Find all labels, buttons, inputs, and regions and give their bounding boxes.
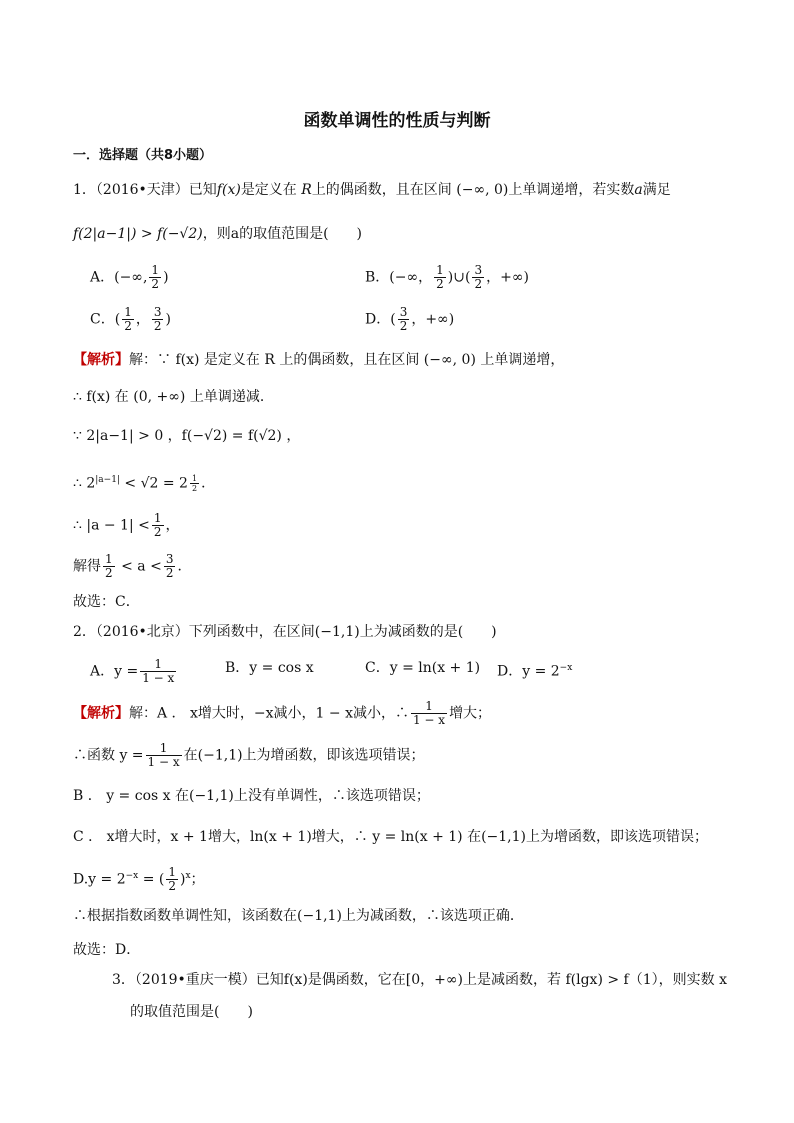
q3-stem-line2: 的取值范围是( ) bbox=[130, 1004, 253, 1020]
page-title: 函数单调性的性质与判断 bbox=[303, 111, 491, 131]
q2-solution-line1: 【解析】解：A ． x增大时，−x减小，1 − x减小，∴ $\frac{1}{1 - x}$ 增大； bbox=[73, 699, 492, 727]
q1-solution-line2: ∴ f(x) 在 (0, +∞) 上单调递减． bbox=[73, 389, 274, 405]
q2-option-c[interactable]: C．y = ln(x + 1) bbox=[365, 660, 481, 676]
q3-stem-line1: 3．（2019•重庆一模）已知f(x)是偶函数，它在[0，+∞)上是减函数，若 f(lgx) > f（1），则实数 x bbox=[112, 972, 727, 988]
q2-solution-line6: ∴根据指数函数单调性知，该函数在(−1,1)上为减函数，∴该选项正确． bbox=[73, 908, 524, 924]
q1-answer: 故选：C． bbox=[73, 594, 140, 610]
q2-solution-line2: ∴函数 y = $\frac{1}{1 - x}$ 在(−1,1)上为增函数，即该选项错误； bbox=[73, 741, 425, 769]
q2-answer: 故选：D． bbox=[73, 942, 141, 958]
q1-solution-line1: 【解析】解：∵ f(x) 是定义在 R 上的偶函数，且在区间 (−∞, 0) 上单调递增， bbox=[73, 352, 565, 368]
q1-stem-line2: f(2|a−1|) > f(−√2)，则a的取值范围是( ) bbox=[73, 226, 363, 242]
q2-solution-line3: B ． y = cos x 在(−1,1)上没有单调性，∴该选项错误； bbox=[73, 788, 430, 804]
q1-option-b[interactable]: B．(−∞， $\frac{1}{2}$ )∪( $\frac{3}{2}$ ，+∞) bbox=[365, 263, 529, 291]
q2-solution-line4: C ． x增大时，x + 1增大，ln(x + 1)增大，∴ y = ln(x + 1) 在(−1,1)上为增函数，即该选项错误； bbox=[73, 829, 709, 845]
q1-solution-line3: ∵ 2|a−1| > 0 ，f(−√2) = f(√2) ， bbox=[73, 428, 301, 444]
section-heading: 一．选择题（共8小题） bbox=[73, 148, 213, 163]
q2-option-b[interactable]: B．y = cos x bbox=[225, 660, 314, 676]
q1-option-c[interactable]: C．( $\frac{1}{2}$ ， $\frac{3}{2}$ ) bbox=[90, 305, 171, 333]
q2-option-d[interactable]: D．$y = 2^{-x}$ bbox=[497, 663, 573, 680]
q1-solution-line4: ∴ $2^{|a-1|} < √2 = 2$ $\frac{1}{2}$ ． bbox=[73, 474, 216, 494]
q2-option-a[interactable]: A．y = $\frac{1}{1 - x}$ bbox=[90, 657, 175, 685]
q1-solution-line5: ∴ |a − 1| < $\frac{1}{2}$ ， bbox=[73, 511, 180, 539]
q2-solution-line5: $D.y = 2^{-x}$ = ( $\frac{1}{2}$ )$^x$； bbox=[73, 865, 205, 894]
q1-option-d[interactable]: D．( $\frac{3}{2}$ ，+∞) bbox=[365, 305, 455, 333]
q2-stem: 2．（2016•北京）下列函数中，在区间(−1,1)上为减函数的是( ) bbox=[73, 624, 497, 640]
q1-option-a[interactable]: A．(−∞, $\frac{1}{2}$ ) bbox=[90, 263, 169, 291]
q1-solution-line6: 解得 $\frac{1}{2}$ < a < $\frac{3}{2}$ ． bbox=[73, 552, 192, 580]
q1-stem-line1: 1．（2016•天津）已知f(x)是定义在 R上的偶函数，且在区间 (−∞, 0)上单调递增，若实数a满足 bbox=[73, 182, 671, 198]
